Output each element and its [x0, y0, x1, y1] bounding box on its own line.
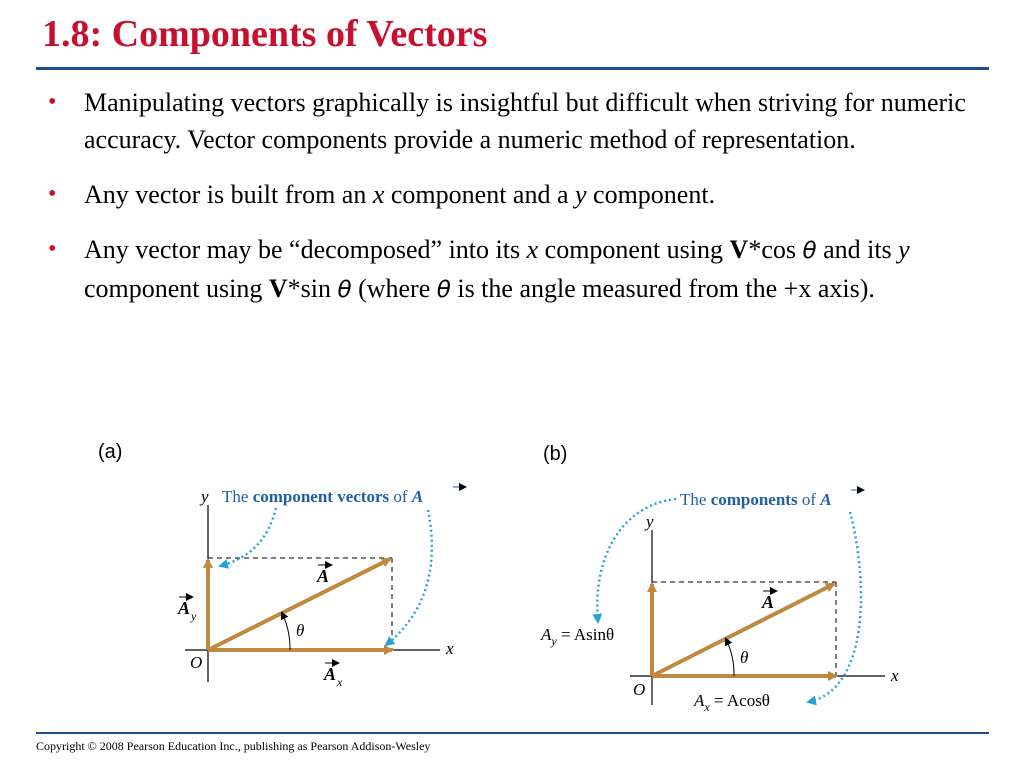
caption-a	[222, 487, 465, 506]
caption-b	[680, 490, 863, 509]
bullet-marker: •	[48, 236, 57, 262]
panel-label-a: (a)	[98, 441, 123, 463]
theta-label-b: θ	[740, 648, 749, 667]
bullet-text-1: Manipulating vectors graphically is insightful but difficult when striving for numeric accuracy. Vector components provide a numeric method of representation.	[84, 88, 966, 154]
ax-equation-b: $A_x = Acos\theta$	[694, 691, 770, 714]
svg-text:A: A	[762, 592, 775, 612]
bullet-marker: •	[48, 89, 57, 115]
dotted-callout-b	[808, 512, 861, 702]
svg-text:A: A	[324, 664, 337, 684]
svg-text:A: A	[317, 566, 330, 586]
footer-divider	[36, 732, 989, 734]
svg-text:The components of A: The components of A	[680, 490, 832, 509]
dotted-callout-a	[386, 510, 432, 645]
vector-label-a	[316, 565, 331, 586]
diagram-b	[540, 443, 899, 714]
ay-label-a	[177, 597, 197, 623]
theta-label-a: θ	[296, 621, 305, 640]
bullet-marker: •	[48, 181, 57, 207]
angle-arc-a	[282, 613, 290, 650]
svg-text:y: y	[191, 609, 197, 623]
diagram-a	[98, 441, 465, 689]
ay-equation-b: $A_y = Asin\theta$	[541, 625, 615, 648]
x-axis-label-b: x	[891, 666, 899, 685]
origin-label-a: O	[190, 653, 203, 672]
y-axis-label-b: y	[646, 512, 654, 531]
bullet-text-2: Any vector is built from an x component and a y component.	[84, 180, 716, 209]
dotted-callout-b	[597, 499, 676, 622]
svg-text:The component vectors of A: The component vectors of A	[222, 487, 424, 506]
svg-text:x: x	[337, 675, 343, 689]
angle-arc-b	[726, 639, 734, 676]
y-axis-label-a: y	[201, 487, 209, 506]
vector-label-b	[761, 591, 776, 612]
x-axis-label-a: x	[446, 639, 454, 658]
svg-text:A: A	[178, 598, 191, 618]
ax-label-a	[323, 663, 343, 689]
dotted-callout-a	[220, 508, 276, 566]
bullet-text-3: Any vector may be “decomposed” into its x component using V*cos θ and its y component using V*sin θ (where θ is the angle measured from the +x axis).	[84, 235, 910, 303]
copyright-notice: Copyright © 2008 Pearson Education Inc., publishing as Pearson Addison-Wesley	[36, 739, 431, 753]
panel-label-b: (b)	[543, 443, 568, 465]
origin-label-b: O	[633, 680, 646, 699]
slide-title: 1.8: Components of Vectors	[42, 13, 488, 55]
